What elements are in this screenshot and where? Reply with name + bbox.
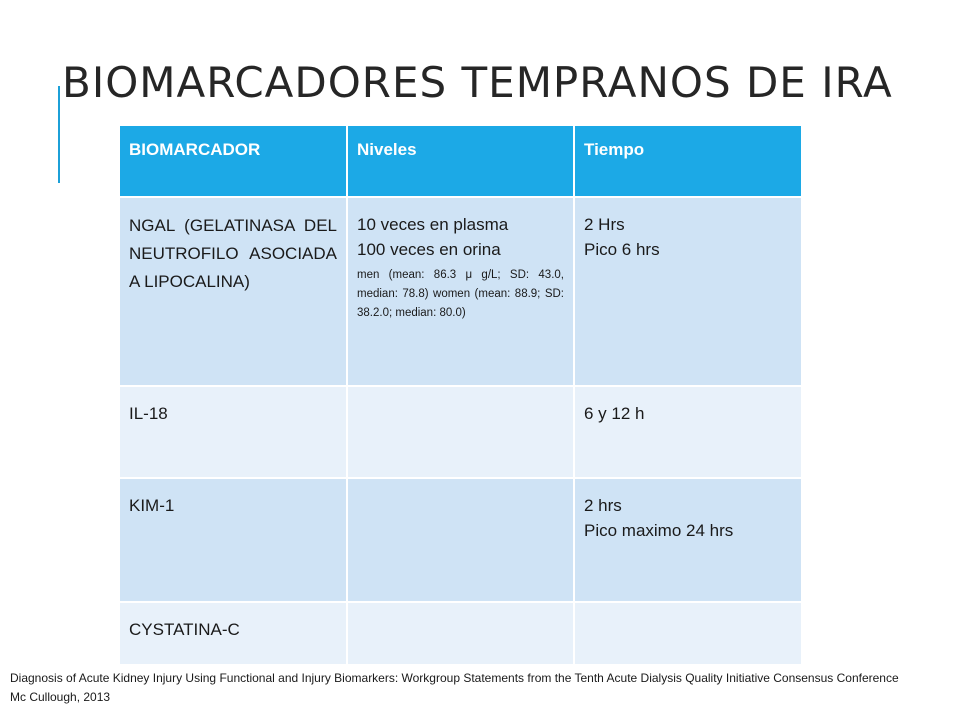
table-row [119, 197, 802, 386]
table-header-row [119, 125, 802, 197]
time-cell [574, 602, 802, 665]
biomarker-name: CYSTATINA-C [129, 620, 240, 639]
levels-reference-note: men (mean: 86.3 μ g/L; SD: 43.0, median: 78.8) women (mean: 88.9; SD: 38.2.0; median: 80.0) [357, 269, 564, 319]
time-peak: Pico maximo 24 hrs [584, 521, 734, 540]
levels-cell [347, 386, 574, 478]
slide-title: BIOMARCADORES TEMPRANOS DE IRA [62, 58, 893, 107]
biomarker-name: KIM-1 [129, 496, 175, 515]
levels-urine: 100 veces en orina [357, 240, 501, 259]
header-niveles: Niveles [347, 125, 574, 197]
time-onset: 2 hrs [584, 496, 622, 515]
citation-text: Diagnosis of Acute Kidney Injury Using Functional and Injury Biomarkers: Workgroup Statements from the Tenth Acute Dialysis Quality Initiative Consensus Conference Mc Cullough, 2013 [10, 671, 899, 704]
biomarker-cell [119, 478, 347, 602]
biomarker-name: NGAL (GELATINASA DEL NEUTROFILO ASOCIADA A LIPOCALINA) [129, 216, 337, 291]
biomarker-cell [119, 197, 347, 386]
time-cell [574, 386, 802, 478]
biomarker-cell [119, 602, 347, 665]
levels-plasma: 10 veces en plasma [357, 215, 509, 234]
table-row [119, 602, 802, 665]
time-peak: Pico 6 hrs [584, 240, 660, 259]
table-row [119, 478, 802, 602]
levels-cell [347, 478, 574, 602]
title-accent-bar [58, 86, 60, 183]
time-cell [574, 197, 802, 386]
header-tiempo: Tiempo [574, 125, 802, 197]
time-cell [574, 478, 802, 602]
biomarkers-table [118, 124, 803, 666]
time-onset: 6 y 12 h [584, 404, 645, 423]
header-biomarcador: BIOMARCADOR [119, 125, 347, 197]
biomarker-cell [119, 386, 347, 478]
levels-cell [347, 197, 574, 386]
time-onset: 2 Hrs [584, 215, 625, 234]
table-row [119, 386, 802, 478]
levels-cell [347, 602, 574, 665]
biomarker-name: IL-18 [129, 404, 168, 423]
